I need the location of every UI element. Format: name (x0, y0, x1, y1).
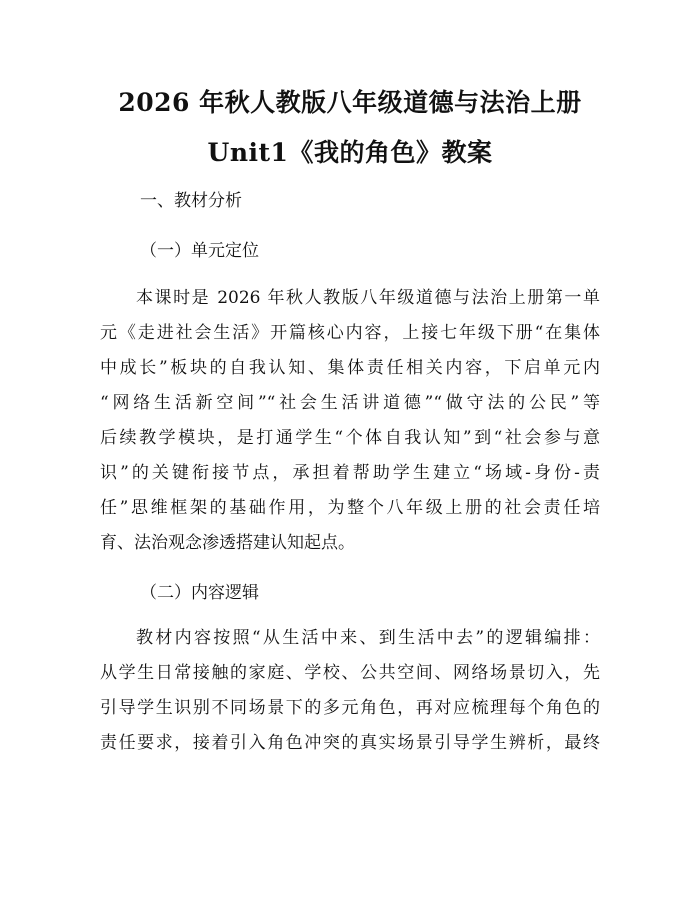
subsection-heading-content-logic: （二）内容逻辑 (140, 583, 259, 603)
paragraph-line: 识”的关键衔接节点，承担着帮助学生建立“场域-身份-责 (100, 463, 600, 483)
paragraph-line: 中成长”板块的自我认知、集体责任相关内容，下启单元内 (100, 358, 600, 378)
paragraph-line: 元《走进社会生活》开篇核心内容，上接七年级下册“在集体 (100, 323, 600, 343)
paragraph-line: 本课时是 2026 年秋人教版八年级道德与法治上册第一单 (136, 288, 600, 308)
paragraph-line: 任”思维框架的基础作用，为整个八年级上册的社会责任培 (100, 498, 600, 518)
paragraph-line: 责任要求，接着引入角色冲突的真实场景引导学生辨析，最终 (100, 733, 600, 753)
paragraph-line: 育、法治观念渗透搭建认知起点。 (100, 533, 355, 553)
paragraph-line: 引导学生识别不同场景下的多元角色，再对应梳理每个角色的 (100, 698, 600, 718)
paragraph-line: 教材内容按照“从生活中来、到生活中去”的逻辑编排： (136, 628, 600, 648)
paragraph-line: “网络生活新空间”“社会生活讲道德”“做守法的公民”等 (100, 393, 600, 413)
document-title-line-2: Unit1《我的角色》教案 (207, 138, 493, 167)
paragraph-unit-positioning (100, 281, 600, 561)
paragraph-line: 从学生日常接触的家庭、学校、公共空间、网络场景切入，先 (100, 663, 600, 683)
paragraph-content-logic (100, 621, 600, 761)
document-title-line-1: 2026 年秋人教版八年级道德与法治上册 (118, 88, 582, 117)
section-heading-textbook-analysis: 一、教材分析 (140, 191, 242, 211)
subsection-heading-unit-positioning: （一）单元定位 (140, 241, 259, 261)
paragraph-line: 后续教学模块，是打通学生“个体自我认知”到“社会参与意 (100, 428, 600, 448)
